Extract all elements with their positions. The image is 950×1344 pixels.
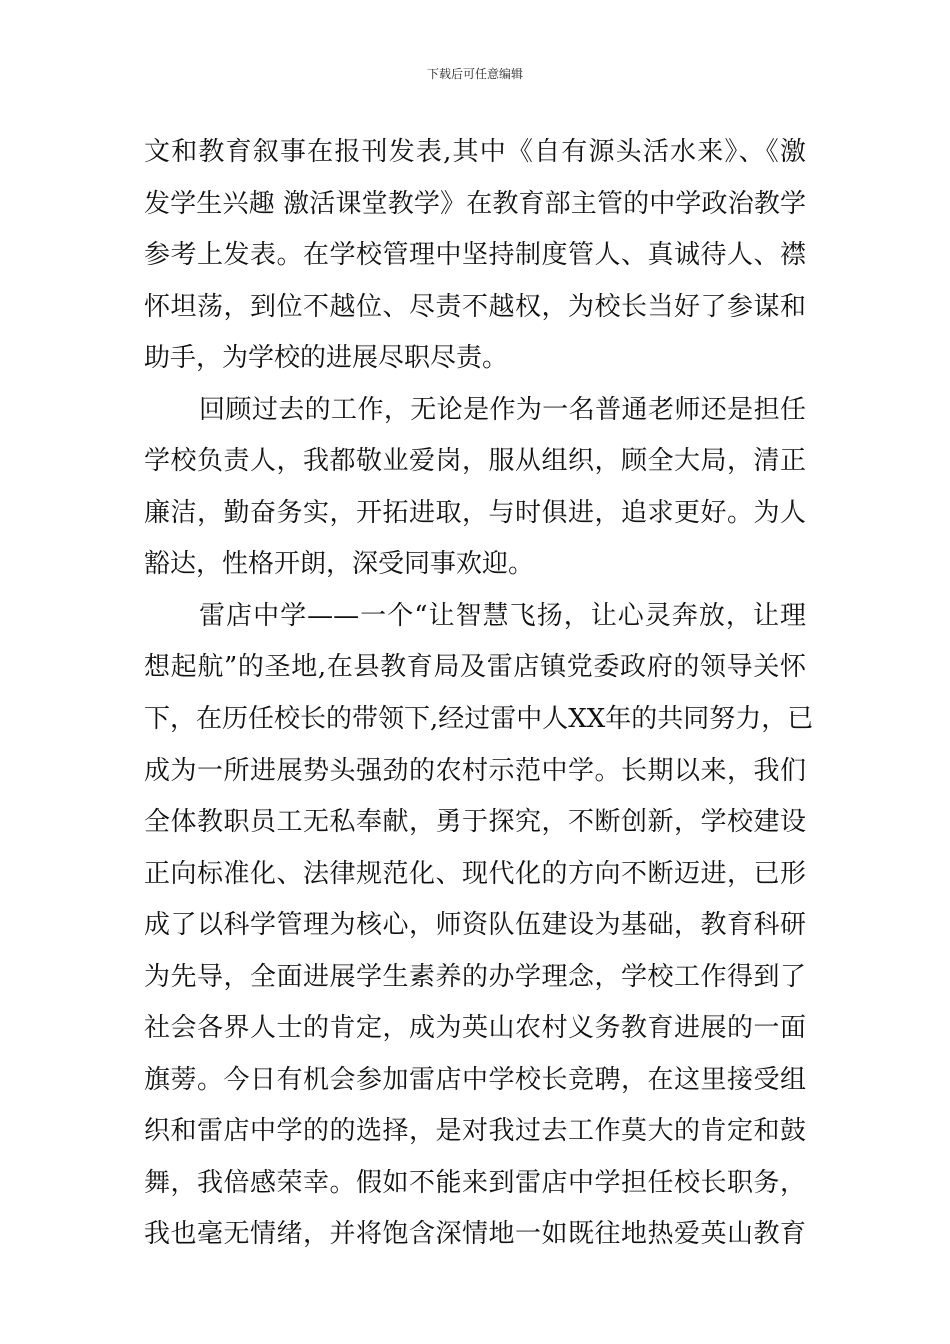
text-line: 旗蒡。今日有机会参加雷店中学校长竞聘，在这里接受组	[144, 1064, 806, 1095]
text-line: 文和教育叙事在报刊发表,其中《自有源头活水来》、《激	[144, 137, 806, 167]
text-line: 舞，我倍感荣幸。假如不能来到雷店中学担任校长职务，	[144, 1167, 806, 1198]
text-line: 成了以科学管理为核心，师资队伍建设为基础，教育科研	[144, 910, 806, 941]
document-body	[144, 127, 814, 1261]
text-line: 我也毫无情绪，并将饱含深情地一如既往地热爱英山教育	[144, 1219, 806, 1250]
text-line: 参考上发表。在学校管理中坚持制度管人、真诚待人、襟	[144, 240, 806, 271]
text-line: 怀坦荡，到位不越位、尽责不越权，为校长当好了参谋和	[144, 291, 806, 322]
text-line: 为先导，全面进展学生素养的办学理念，学校工作得到了	[144, 961, 806, 992]
text-line: 社会各界人士的肯定，成为英山农村义务教育进展的一面	[144, 1013, 806, 1044]
text-line: 想起航”的圣地,在县教育局及雷店镇党委政府的领导关怀	[144, 652, 806, 683]
text-line: 成为一所进展势头强劲的农村示范中学。长期以来，我们	[144, 755, 806, 786]
text-line: 正向标准化、法律规范化、现代化的方向不断迈进，已形	[144, 858, 806, 889]
paragraph-first-line: 回顾过去的工作，无论是作为一名普通老师还是担任	[199, 394, 806, 425]
text-line: 全体教职员工无私奉献，勇于探究，不断创新，学校建设	[144, 807, 806, 838]
page-header: 下载后可任意编辑	[426, 67, 523, 81]
text-line: 学校负责人，我都敬业爱岗，服从组织，顾全大局，清正	[144, 446, 806, 477]
text-line: 下，在历任校长的带领下,经过雷中人XX年的共同努力，已	[144, 704, 814, 735]
paragraph-first-line: 雷店中学——一个“让智慧飞扬，让心灵奔放，让理	[199, 600, 806, 631]
text-line: 助手，为学校的进展尽职尽责。	[144, 343, 509, 374]
text-line: 发学生兴趣 激活课堂教学》在教育部主管的中学政治教学	[144, 188, 806, 219]
text-line: 豁达，性格开朗，深受同事欢迎。	[144, 549, 535, 580]
text-line: 廉洁，勤奋务实，开拓进取，与时俱进，追求更好。为人	[144, 497, 806, 528]
text-line: 织和雷店中学的的选择，是对我过去工作莫大的肯定和鼓	[144, 1116, 806, 1147]
